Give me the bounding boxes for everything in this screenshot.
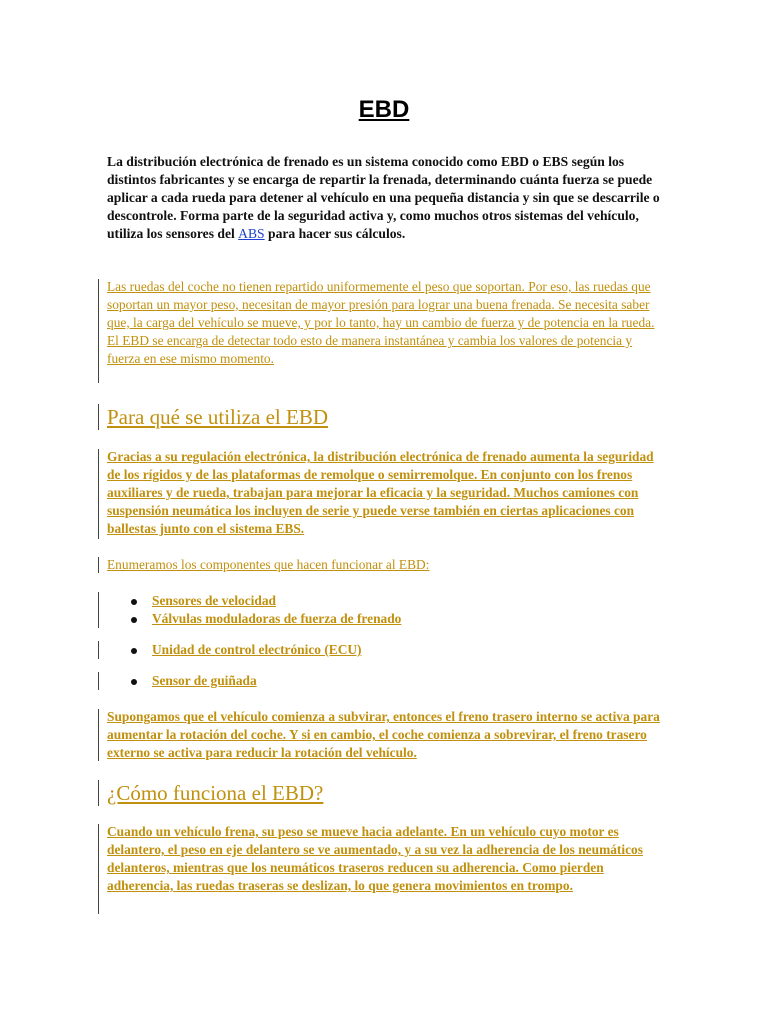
quote-bar: [98, 404, 99, 430]
paragraph-steering[interactable]: Supongamos que el vehículo comienza a subvirar, entonces el freno trasero interno se activa para aumentar la rotación del coche. Y si en cambio, el coche comienza a sobrevirar, el freno trasero externo se activa para reducir la rotación del vehículo.: [107, 709, 660, 760]
quote-bar: [98, 557, 99, 573]
component-item[interactable]: Sensor de guiñada: [152, 673, 257, 688]
list-intro[interactable]: Enumeramos los componentes que hacen funcionar al EBD:: [107, 557, 430, 572]
quote-bar: [98, 592, 99, 628]
paragraph-how-it-works[interactable]: Cuando un vehículo frena, su peso se mueve hacia adelante. En un vehículo cuyo motor es delantero, el peso en eje delantero se ve aumentado, y a su vez la adherencia de los neumáticos delanteros, mientras que los neumáticos traseros reducen su adherencia. Como pierden adherencia, las ruedas traseras se deslizan, lo que genera movimientos en trompo.: [107, 824, 643, 893]
component-item[interactable]: Sensores de velocidad: [152, 593, 276, 608]
heading-how-it-works[interactable]: ¿Cómo funciona el EBD?: [107, 781, 324, 805]
abs-link[interactable]: ABS: [238, 226, 265, 242]
document-title: EBD: [358, 96, 410, 123]
intro-paragraph: [107, 153, 663, 243]
component-item[interactable]: Unidad de control electrónico (ECU): [152, 642, 362, 657]
quote-bar: [98, 279, 99, 383]
quote-bar: [98, 672, 99, 690]
quote-bar: [98, 641, 99, 659]
quote-bar: [98, 780, 99, 806]
heading-purpose[interactable]: Para qué se utiliza el EBD: [107, 405, 329, 429]
quote-bar: [98, 709, 99, 761]
intro-tail: para hacer sus cálculos.: [268, 226, 406, 242]
bullet-icon: [131, 599, 137, 605]
component-item[interactable]: Válvulas moduladoras de fuerza de frenado: [152, 611, 402, 626]
bullet-icon: [131, 679, 137, 685]
intro-text: La distribución electrónica de frenado es un sistema conocido como EBD o EBS según los distintos fabricantes y se encarga de repartir la frenada, determinando cuánta fuerza se puede aplicar a cada rueda para detener al vehículo en una pequeña distancia y sin que se descarrile o descontrole. Forma parte de la seguridad activa y, como muchos otros sistemas del vehículo, utiliza los sensores del: [107, 154, 660, 242]
bullet-icon: [131, 617, 137, 623]
quote-bar: [98, 449, 99, 539]
bullet-icon: [131, 648, 137, 654]
paragraph-purpose[interactable]: Gracias a su regulación electrónica, la distribución electrónica de frenado aumenta la seguridad de los rígidos y de las plataformas de remolque o semirremolque. En conjunto con los frenos auxiliares y de rueda, trabajan para mejorar la eficacia y la seguridad. Muchos camiones con suspensión neumática los incluyen de serie y puede verse también en ciertas aplicaciones con ballestas junto con el sistema EBS.: [107, 449, 654, 536]
quote-bar: [98, 824, 99, 914]
paragraph-weight-distribution[interactable]: Las ruedas del coche no tienen repartido uniformemente el peso que soportan. Por eso, las ruedas que soportan un mayor peso, necesitan de mayor presión para lograr una buena frenada. Se necesita saber que, la carga del vehículo se mueve, y por lo tanto, hay un cambio de fuerza y de potencia en la rueda. El EBD se encarga de detectar todo esto de manera instantánea y cambia los valores de potencia y fuerza en ese mismo momento.: [107, 279, 655, 366]
